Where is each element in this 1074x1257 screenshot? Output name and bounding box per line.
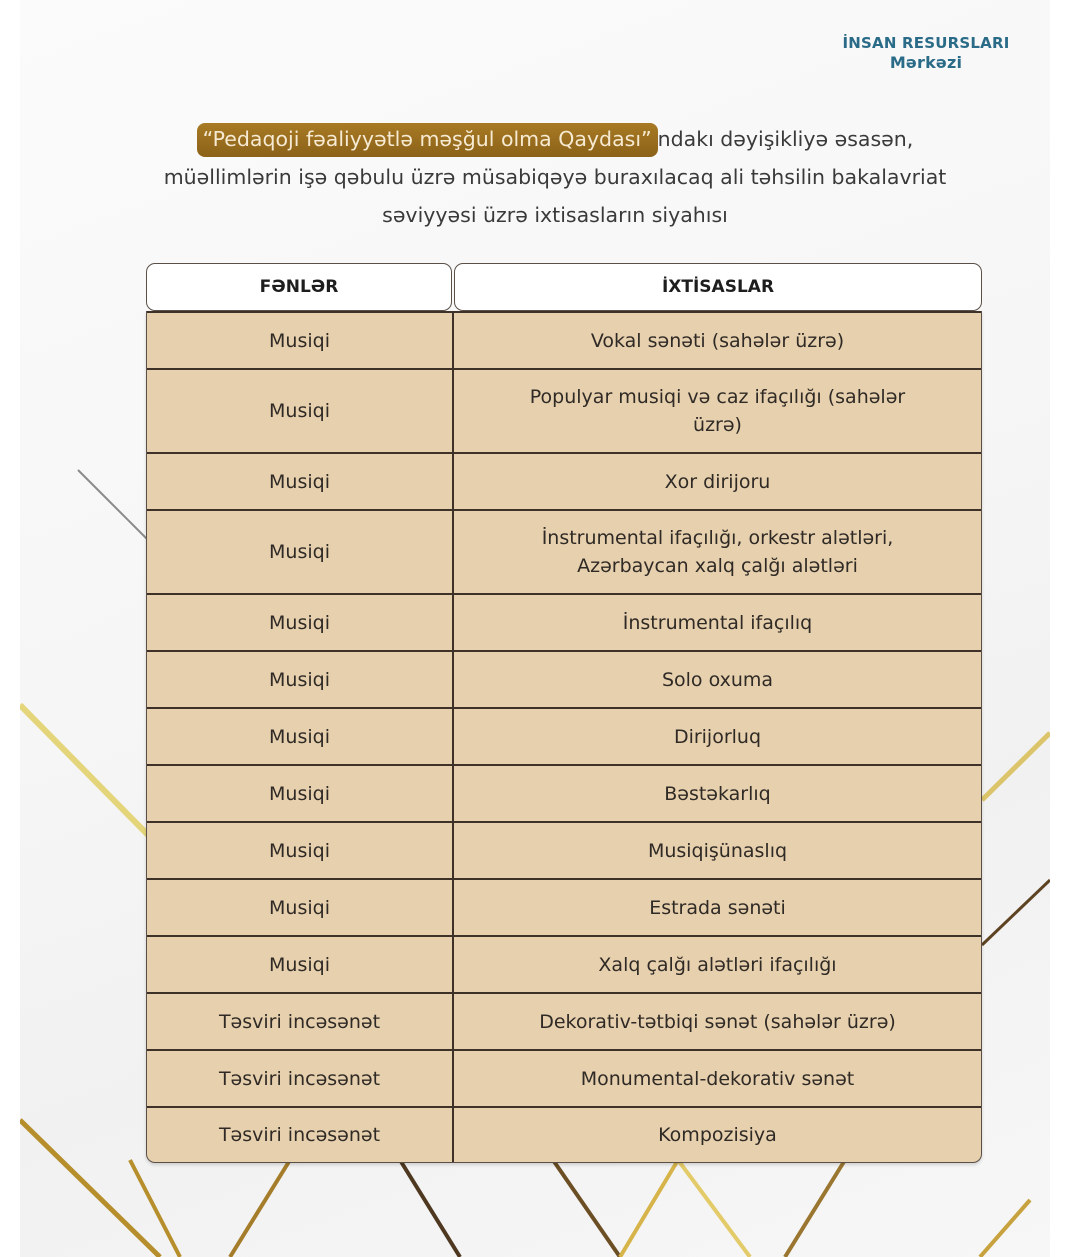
intro-heading: [130, 120, 980, 234]
table-row: [147, 452, 981, 509]
header-specialties: İXTİSASLAR: [454, 263, 982, 311]
deco-line: [982, 880, 1050, 945]
table-row: [147, 935, 981, 992]
subject-cell: Musiqi: [147, 823, 454, 878]
deco-line: [980, 1200, 1030, 1257]
deco-line: [982, 733, 1050, 800]
table-row: [147, 821, 981, 878]
specialty-cell: Vokal sənəti (sahələr üzrə): [590, 329, 845, 352]
subject-cell: Musiqi: [147, 937, 454, 992]
subject-cell: Musiqi: [147, 454, 454, 509]
rule-name-highlight: “Pedaqoji fəaliyyətlə məşğul olma Qaydası”: [197, 123, 658, 157]
subject-cell: Təsviri incəsənət: [147, 1051, 454, 1106]
deco-line: [20, 1120, 160, 1257]
specialty-cell: İnstrumental ifaçılığı, orkestr alətləri, Azərbaycan xalq çalğı alətləri: [541, 527, 894, 577]
specialty-cell: Dekorativ-tətbiqi sənət (sahələr üzrə): [539, 1010, 896, 1033]
specialty-cell: Xalq çalğı alətləri ifaçılığı: [598, 953, 837, 976]
specialty-cell: İnstrumental ifaçılıq: [622, 611, 813, 634]
deco-line: [130, 1160, 180, 1257]
subject-cell: Təsviri incəsənət: [147, 994, 454, 1049]
specialty-cell: Populyar musiqi və caz ifaçılığı (sahələr üzrə): [529, 386, 906, 436]
specialties-table: [146, 263, 982, 1163]
brand-line-1: İNSAN RESURSLARI: [842, 34, 1010, 52]
table-row: [147, 368, 981, 452]
deco-line: [230, 1160, 290, 1257]
subject-cell: Musiqi: [147, 709, 454, 764]
table-row: [147, 593, 981, 650]
table-row: [147, 764, 981, 821]
table-row: [147, 707, 981, 764]
specialty-cell: Musiqişünaslıq: [647, 839, 788, 862]
table-row: [147, 509, 981, 593]
subject-cell: Musiqi: [147, 766, 454, 821]
table-row: [147, 1049, 981, 1106]
subject-cell: Musiqi: [147, 313, 454, 368]
specialty-cell: Dirijorluq: [673, 725, 762, 748]
deco-line: [785, 1160, 845, 1257]
deco-line: [78, 470, 148, 540]
specialty-cell: Monumental-dekorativ sənət: [580, 1067, 855, 1090]
table-row: [147, 311, 981, 368]
brand-logo-text: [828, 34, 1024, 72]
brand-line-2: Mərkəzi: [889, 53, 963, 72]
deco-line: [553, 1160, 620, 1257]
table-row: [147, 650, 981, 707]
table-body: [146, 311, 982, 1163]
table-row: [147, 1106, 981, 1162]
specialty-cell: Estrada sənəti: [649, 896, 786, 919]
deco-line: [20, 705, 148, 835]
table-row: [147, 992, 981, 1049]
subject-cell: Musiqi: [147, 595, 454, 650]
specialty-cell: Solo oxuma: [661, 668, 774, 691]
subject-cell: Musiqi: [147, 511, 454, 593]
subject-cell: Musiqi: [147, 880, 454, 935]
table-row: [147, 878, 981, 935]
header-subjects: FƏNLƏR: [146, 263, 452, 311]
subject-cell: Musiqi: [147, 652, 454, 707]
deco-line: [678, 1160, 750, 1257]
subject-cell: Təsviri incəsənət: [147, 1108, 454, 1162]
table-header: [146, 263, 982, 311]
subject-cell: Musiqi: [147, 370, 454, 452]
specialty-cell: Bəstəkarlıq: [664, 782, 771, 805]
intro-rest: ndakı dəyişikliyə əsasən, müəllimlərin işə qəbulu üzrə müsabiqəyə buraxılacaq ali təhsilin bakalavriat səviyyəsi üzrə ixtisasların siyahısı: [163, 127, 947, 227]
deco-line: [620, 1160, 678, 1257]
deco-line: [400, 1160, 460, 1257]
specialty-cell: Xor dirijoru: [664, 470, 771, 493]
specialty-cell: Kompozisiya: [658, 1124, 777, 1146]
